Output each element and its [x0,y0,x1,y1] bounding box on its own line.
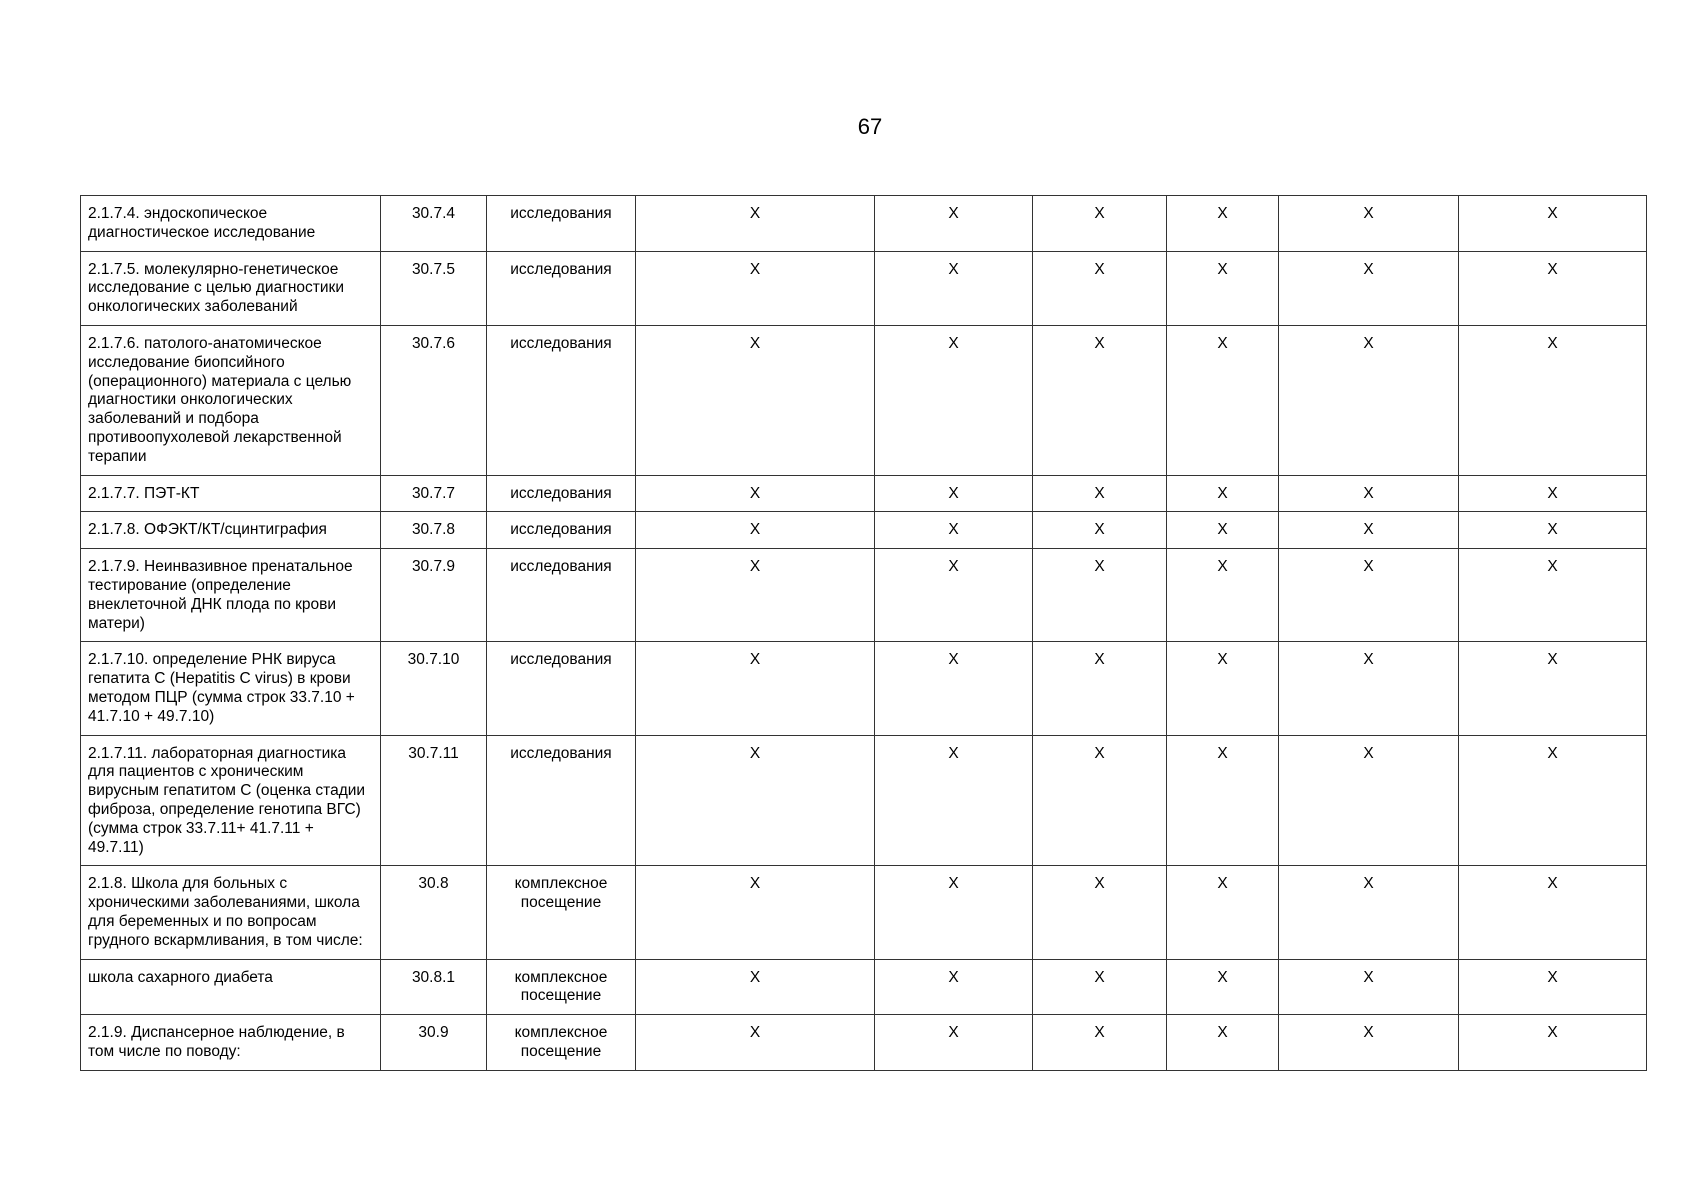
row-value-cell: X [636,866,875,959]
table-row [81,866,1647,959]
row-value-cell: X [1167,475,1279,512]
row-value-cell: X [1033,959,1167,1015]
table-body [81,196,1647,1071]
row-value-cell: X [1279,251,1459,325]
table-row [81,475,1647,512]
table-row [81,549,1647,642]
row-value-cell: X [875,735,1033,866]
row-name-cell: 2.1.9. Диспансерное наблюдение, в том числе по поводу: [81,1015,381,1071]
row-value-cell: X [1033,1015,1167,1071]
row-value-cell: X [1033,512,1167,549]
row-unit-cell: комплексное посещение [487,1015,636,1071]
row-value-cell: X [636,475,875,512]
table-row [81,251,1647,325]
row-name-cell: 2.1.7.8. ОФЭКТ/КТ/сцинтиграфия [81,512,381,549]
row-value-cell: X [636,549,875,642]
row-value-cell: X [636,325,875,475]
row-unit-cell: комплексное посещение [487,866,636,959]
row-code-cell: 30.7.7 [381,475,487,512]
table-row [81,196,1647,252]
row-value-cell: X [1033,549,1167,642]
row-value-cell: X [1167,549,1279,642]
row-value-cell: X [1459,325,1647,475]
row-value-cell: X [875,251,1033,325]
table-row [81,642,1647,735]
row-value-cell: X [1459,549,1647,642]
row-value-cell: X [636,642,875,735]
row-value-cell: X [1167,735,1279,866]
row-code-cell: 30.8.1 [381,959,487,1015]
row-value-cell: X [1167,1015,1279,1071]
row-value-cell: X [1033,475,1167,512]
table-row [81,325,1647,475]
row-value-cell: X [1459,475,1647,512]
row-value-cell: X [636,735,875,866]
row-value-cell: X [1167,642,1279,735]
row-value-cell: X [1279,475,1459,512]
row-value-cell: X [1279,196,1459,252]
row-value-cell: X [1279,866,1459,959]
row-value-cell: X [1167,251,1279,325]
row-value-cell: X [1033,251,1167,325]
row-value-cell: X [1459,642,1647,735]
row-value-cell: X [636,1015,875,1071]
row-name-cell: 2.1.7.9. Неинвазивное пренатальное тестирование (определение внеклеточной ДНК плода по крови матери) [81,549,381,642]
row-code-cell: 30.9 [381,1015,487,1071]
row-value-cell: X [1459,251,1647,325]
row-value-cell: X [1167,196,1279,252]
row-value-cell: X [875,549,1033,642]
row-value-cell: X [1033,735,1167,866]
page-number: 67 [857,114,883,139]
row-value-cell: X [1167,866,1279,959]
row-value-cell: X [1459,196,1647,252]
row-code-cell: 30.8 [381,866,487,959]
table-row [81,959,1647,1015]
table-row [81,735,1647,866]
row-code-cell: 30.7.5 [381,251,487,325]
row-code-cell: 30.7.8 [381,512,487,549]
row-value-cell: X [1167,512,1279,549]
row-value-cell: X [875,642,1033,735]
row-unit-cell: исследования [487,325,636,475]
row-code-cell: 30.7.9 [381,549,487,642]
row-name-cell: 2.1.7.7. ПЭТ-КТ [81,475,381,512]
row-value-cell: X [875,512,1033,549]
row-name-cell: 2.1.7.5. молекулярно-генетическое исследование с целью диагностики онкологических заболеваний [81,251,381,325]
row-unit-cell: исследования [487,512,636,549]
row-value-cell: X [875,475,1033,512]
row-value-cell: X [1279,1015,1459,1071]
row-value-cell: X [1033,196,1167,252]
row-unit-cell: исследования [487,251,636,325]
row-value-cell: X [875,196,1033,252]
row-value-cell: X [1459,866,1647,959]
row-name-cell: 2.1.7.10. определение РНК вируса гепатита C (Hepatitis C virus) в крови методом ПЦР (сумма строк 33.7.10 + 41.7.10 + 49.7.10) [81,642,381,735]
row-value-cell: X [1033,642,1167,735]
row-unit-cell: исследования [487,549,636,642]
row-unit-cell: исследования [487,642,636,735]
row-code-cell: 30.7.10 [381,642,487,735]
row-value-cell: X [636,512,875,549]
row-unit-cell: исследования [487,735,636,866]
data-table [80,195,1647,1071]
table-row [81,1015,1647,1071]
row-value-cell: X [1459,1015,1647,1071]
table-row [81,512,1647,549]
row-value-cell: X [1279,325,1459,475]
row-value-cell: X [875,1015,1033,1071]
row-value-cell: X [1459,512,1647,549]
row-value-cell: X [1459,959,1647,1015]
row-unit-cell: исследования [487,196,636,252]
row-value-cell: X [1459,735,1647,866]
row-code-cell: 30.7.6 [381,325,487,475]
row-value-cell: X [636,196,875,252]
row-value-cell: X [1279,642,1459,735]
row-value-cell: X [636,251,875,325]
row-name-cell: школа сахарного диабета [81,959,381,1015]
row-value-cell: X [1279,549,1459,642]
row-name-cell: 2.1.7.6. патолого-анатомическое исследование биопсийного (операционного) материала с целью диагностики онкологических заболеваний и подбора противоопухолевой лекарственной терапии [81,325,381,475]
row-value-cell: X [1033,325,1167,475]
row-value-cell: X [875,866,1033,959]
row-value-cell: X [1279,512,1459,549]
row-value-cell: X [875,325,1033,475]
row-name-cell: 2.1.7.11. лабораторная диагностика для пациентов с хроническим вирусным гепатитом C (оценка стадии фиброза, определение генотипа ВГС) (сумма строк 33.7.11+ 41.7.11 + 49.7.11) [81,735,381,866]
row-code-cell: 30.7.4 [381,196,487,252]
row-value-cell: X [1167,959,1279,1015]
row-value-cell: X [875,959,1033,1015]
row-name-cell: 2.1.8. Школа для больных с хроническими заболеваниями, школа для беременных и по вопросам грудного вскармливания, в том числе: [81,866,381,959]
row-name-cell: 2.1.7.4. эндоскопическое диагностическое исследование [81,196,381,252]
row-value-cell: X [1167,325,1279,475]
row-value-cell: X [1033,866,1167,959]
row-value-cell: X [636,959,875,1015]
row-value-cell: X [1279,735,1459,866]
row-value-cell: X [1279,959,1459,1015]
row-code-cell: 30.7.11 [381,735,487,866]
row-unit-cell: комплексное посещение [487,959,636,1015]
row-unit-cell: исследования [487,475,636,512]
